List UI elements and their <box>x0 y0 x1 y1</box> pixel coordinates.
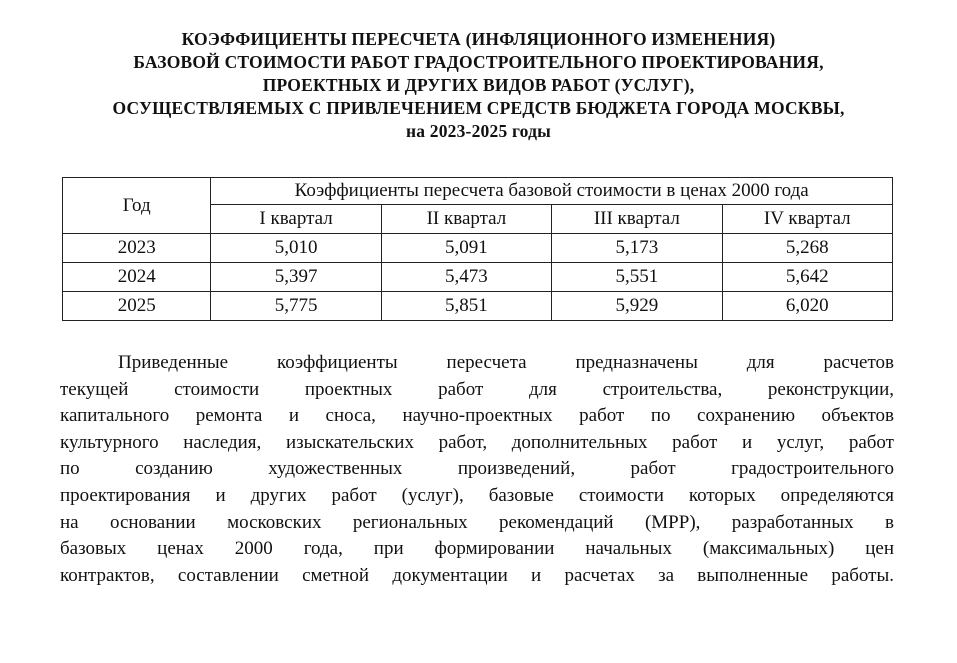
document-title <box>0 28 957 143</box>
table-row <box>63 263 893 292</box>
title-line: КОЭФФИЦИЕНТЫ ПЕРЕСЧЕТА (ИНФЛЯЦИОННОГО ИЗМЕНЕНИЯ) <box>181 29 776 49</box>
value-cell: 6,020 <box>722 292 892 321</box>
paragraph-line: проектирования и других работ (услуг), базовые стоимости которых определяются <box>60 484 894 506</box>
paragraph-line: по созданию художественных произведений, работ градостроительного <box>60 458 894 480</box>
paragraph-line: базовых ценах 2000 года, при формировании начальных (максимальных) цен <box>60 538 894 560</box>
year-cell: 2025 <box>63 292 211 321</box>
table-header-row <box>63 178 893 205</box>
value-cell: 5,173 <box>552 234 722 263</box>
paragraph-line: текущей стоимости проектных работ для строительства, реконструкции, <box>60 378 894 400</box>
paragraph-line: капитального ремонта и сноса, научно-проектных работ по сохранению объектов <box>60 405 894 427</box>
value-cell: 5,551 <box>552 263 722 292</box>
value-cell: 5,929 <box>552 292 722 321</box>
year-cell: 2024 <box>63 263 211 292</box>
year-column-header: Год <box>63 178 211 234</box>
value-cell: 5,851 <box>381 292 551 321</box>
value-cell: 5,091 <box>381 234 551 263</box>
title-line: на 2023-2025 годы <box>405 121 552 141</box>
title-line: ОСУЩЕСТВЛЯЕМЫХ С ПРИВЛЕЧЕНИЕМ СРЕДСТВ БЮДЖЕТА ГОРОДА МОСКВЫ, <box>112 98 845 118</box>
title-line: БАЗОВОЙ СТОИМОСТИ РАБОТ ГРАДОСТРОИТЕЛЬНОГО ПРОЕКТИРОВАНИЯ, <box>133 52 824 72</box>
value-cell: 5,397 <box>211 263 381 292</box>
paragraph-line: контрактов, составлении сметной документации и расчетах за выполненные работы. <box>60 564 894 586</box>
quarter-header: I квартал <box>211 205 381 234</box>
title-line: ПРОЕКТНЫХ И ДРУГИХ ВИДОВ РАБОТ (УСЛУГ), <box>262 75 695 95</box>
quarter-header: IV квартал <box>722 205 892 234</box>
value-cell: 5,642 <box>722 263 892 292</box>
value-cell: 5,268 <box>722 234 892 263</box>
quarter-header: II квартал <box>381 205 551 234</box>
explanatory-paragraph <box>60 350 894 589</box>
paragraph-line: Приведенные коэффициенты пересчета предназначены для расчетов <box>118 352 894 373</box>
coefficients-table <box>62 177 893 321</box>
table-row <box>63 292 893 321</box>
coefficients-column-header: Коэффициенты пересчета базовой стоимости в ценах 2000 года <box>211 178 893 205</box>
quarter-header: III квартал <box>552 205 722 234</box>
paragraph-line: на основании московских региональных рекомендаций (МРР), разработанных в <box>60 511 894 533</box>
value-cell: 5,010 <box>211 234 381 263</box>
paragraph-line: культурного наследия, изыскательских работ, дополнительных работ и услуг, работ <box>60 431 894 453</box>
value-cell: 5,775 <box>211 292 381 321</box>
year-cell: 2023 <box>63 234 211 263</box>
value-cell: 5,473 <box>381 263 551 292</box>
table-row <box>63 234 893 263</box>
